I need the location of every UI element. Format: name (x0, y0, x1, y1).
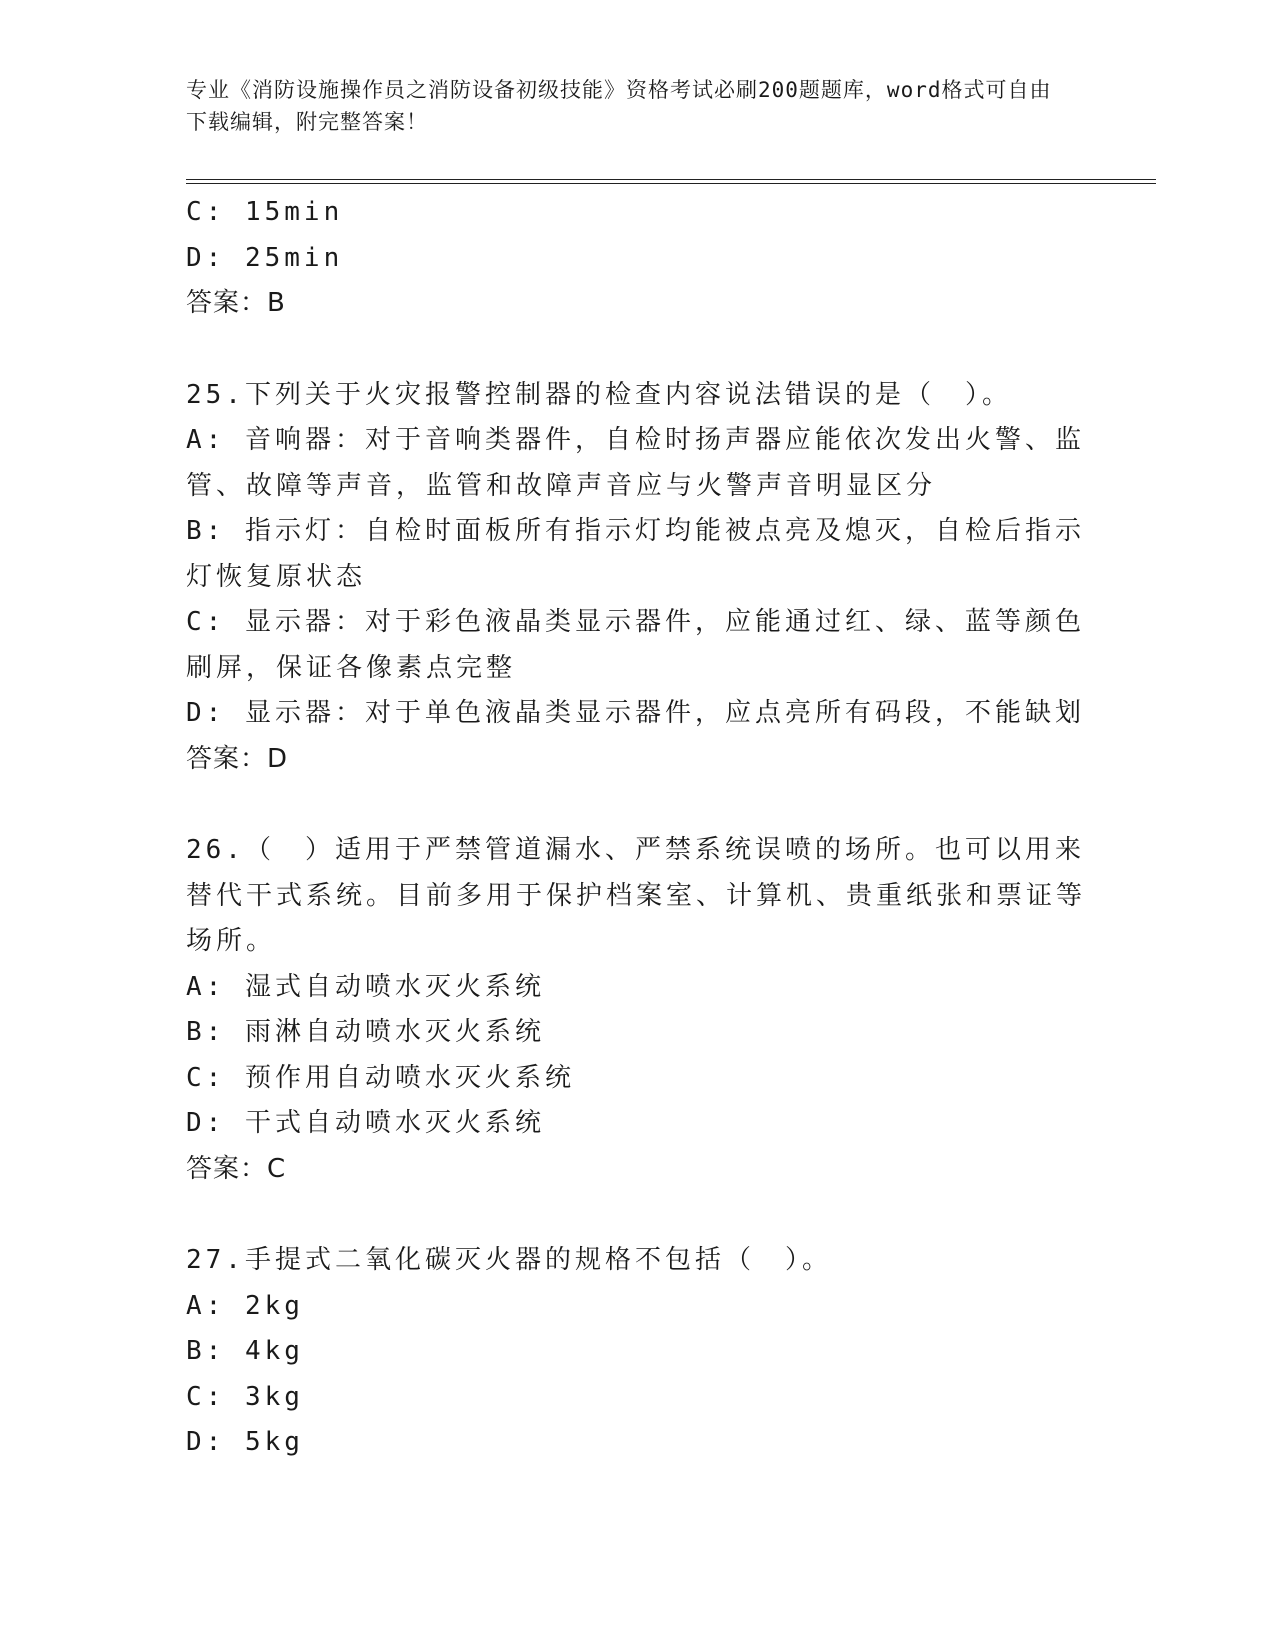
option-a: A: 湿式自动喷水灭火系统 (186, 971, 545, 1002)
option-a: A: 2kg (186, 1290, 304, 1321)
header-title: 专业《消防设施操作员之消防设备初级技能》资格考试必刷200题题库，word格式可自由下载编辑，附完整答案！ (186, 78, 1052, 134)
question-25 (186, 373, 1086, 783)
document-header (186, 74, 1066, 138)
question-stem: 25.下列关于火灾报警控制器的检查内容说法错误的是（ ）。 (186, 379, 1012, 410)
option-d: D: 干式自动喷水灭火系统 (186, 1108, 545, 1138)
option-c: C: 3kg (186, 1381, 304, 1412)
question-27 (186, 1238, 1086, 1466)
question-fragment (186, 190, 1086, 327)
header-divider-top (186, 179, 1156, 180)
option-c: C: 显示器：对于彩色液晶类显示器件，应能通过红、绿、蓝等颜色刷屏，保证各像素点完整 (186, 607, 1085, 683)
question-stem: 26.（ ）适用于严禁管道漏水、严禁系统误喷的场所。也可以用来替代干式系统。目前多用于保护档案室、计算机、贵重纸张和票证等场所。 (186, 835, 1087, 956)
option-c: C: 15min (186, 197, 344, 227)
option-d: D: 显示器：对于单色液晶类显示器件，应点亮所有码段，不能缺划 (186, 698, 1085, 728)
question-list (186, 190, 1086, 1466)
answer-line: 答案：B (186, 288, 286, 318)
option-b: B: 指示灯：自检时面板所有指示灯均能被点亮及熄灭，自检后指示灯恢复原状态 (186, 516, 1085, 592)
option-c: C: 预作用自动喷水灭火系统 (186, 1062, 575, 1093)
option-b: B: 4kg (186, 1336, 304, 1366)
option-b: B: 雨淋自动喷水灭火系统 (186, 1017, 545, 1047)
answer-line: 答案：C (186, 1153, 287, 1184)
option-a: A: 音响器：对于音响类器件，自检时扬声器应能依次发出火警、监管、故障等声音，监管和故障声音应与火警声音明显区分 (186, 425, 1085, 501)
answer-line: 答案：D (186, 743, 289, 774)
option-d: D: 5kg (186, 1427, 304, 1457)
option-d: D: 25min (186, 242, 344, 273)
question-stem: 27.手提式二氧化碳灭火器的规格不包括（ ）。 (186, 1245, 832, 1275)
question-26 (186, 828, 1086, 1192)
header-divider-bottom (186, 183, 1156, 184)
